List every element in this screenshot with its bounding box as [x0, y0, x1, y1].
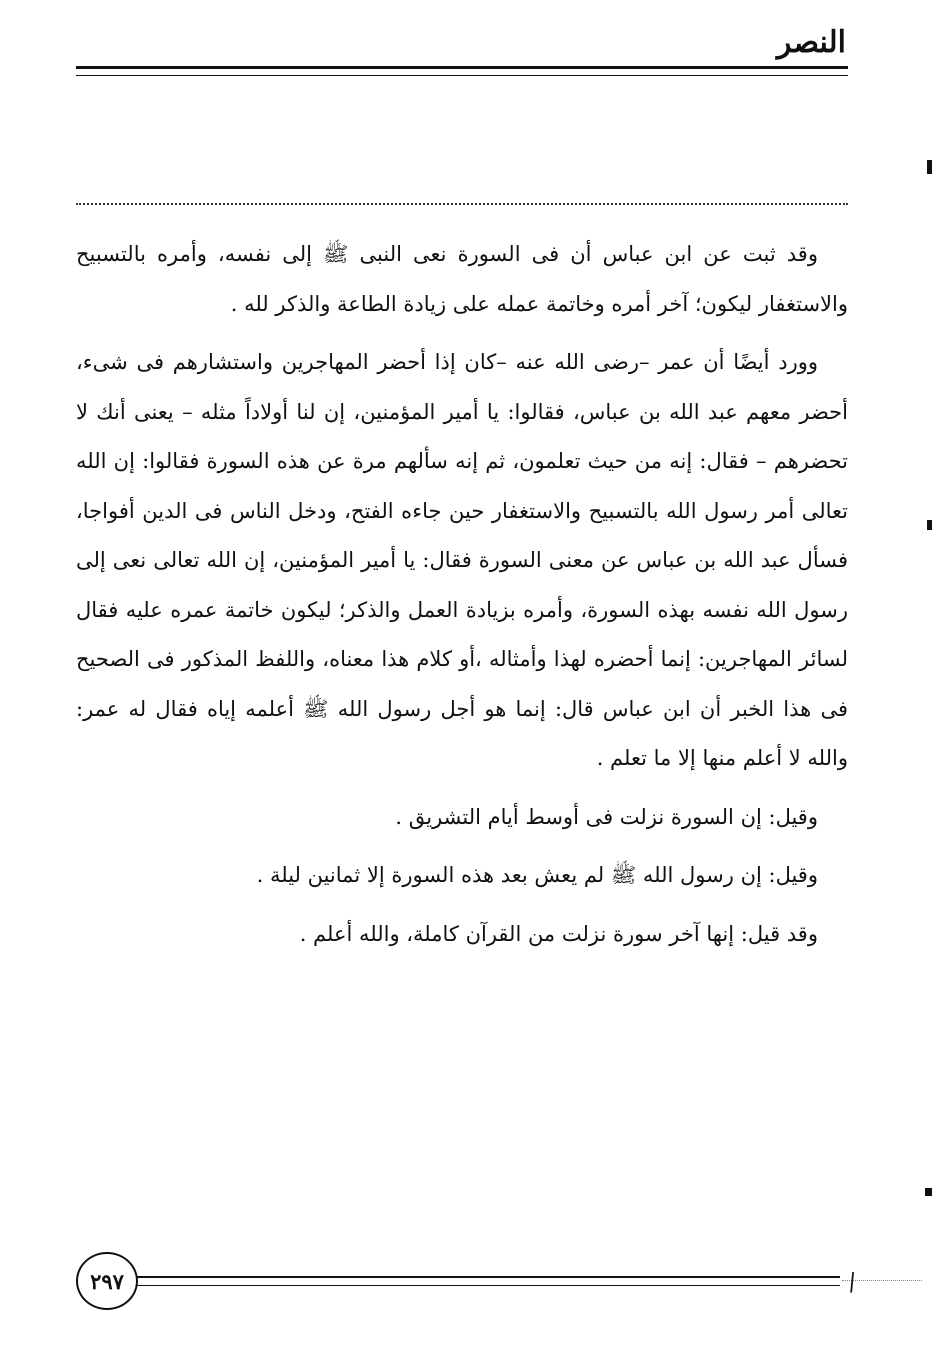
paragraph: وقيل: إن رسول الله ﷺ لم يعش بعد هذه السورة إلا ثمانين ليلة . — [256, 863, 818, 887]
paragraph: وورد أيضًا أن عمر –رضى الله عنه –كان إذا أحضر المهاجرين واستشارهم فى شىء، أحضر معهم عبد الله بن عباس، فقالوا: يا أمير المؤمنين، إن لنا أولاداً مثله – يعنى أنك لا تحضرهم – فقال: إنه من حيث تعلمون، ثم إنه سألهم مرة عن هذه السورة فقالوا: إن الله تعالى أمر رسول الله بالتسبيح والاستغفار حين جاءه الفتح، ودخل الناس فى الدين أفواجا، فسأل عبد الله بن عباس عن معنى السورة فقال: يا أمير المؤمنين، إن الله تعالى نعى إلى رسول الله نفسه بهذه السورة، وأمره بزيادة العمل والذكر؛ ليكون خاتمة عمره عليه فقال لسائر المهاجرين: إنما أحضره لهذا وأمثاله ،أو كلام هذا معناه، واللفظ المذكور فى الصحيح فى هذا الخبر أن ابن عباس قال: إنما هو أجل رسول الله ﷺ أعلمه إياه فقال له عمر: والله لا أعلم منها إلا ما تعلم . — [76, 350, 848, 770]
header-double-rule — [76, 66, 848, 76]
page-title: النصر — [776, 25, 846, 60]
page-edge-mark — [925, 1188, 932, 1196]
footer-flourish-icon: / — [845, 1267, 859, 1297]
page-edge-mark — [927, 520, 932, 530]
paragraph: وقد قيل: إنها آخر سورة نزلت من القرآن كاملة، والله أعلم . — [299, 921, 818, 946]
dotted-divider — [76, 203, 848, 205]
footer-double-rule — [128, 1276, 840, 1286]
paragraph: وقد ثبت عن ابن عباس أن فى السورة نعى النبى ﷺ إلى نفسه، وأمره بالتسبيح والاستغفار ليكون؛ آخر أمره وخاتمة عمله على زيادة الطاعة والذكر لله . — [76, 242, 848, 316]
page-number: ٢٩٧ — [76, 1252, 138, 1310]
body-text — [76, 230, 848, 968]
page-edge-mark — [927, 160, 932, 174]
paragraph: وقيل: إن السورة نزلت فى أوسط أيام التشريق . — [395, 804, 818, 829]
